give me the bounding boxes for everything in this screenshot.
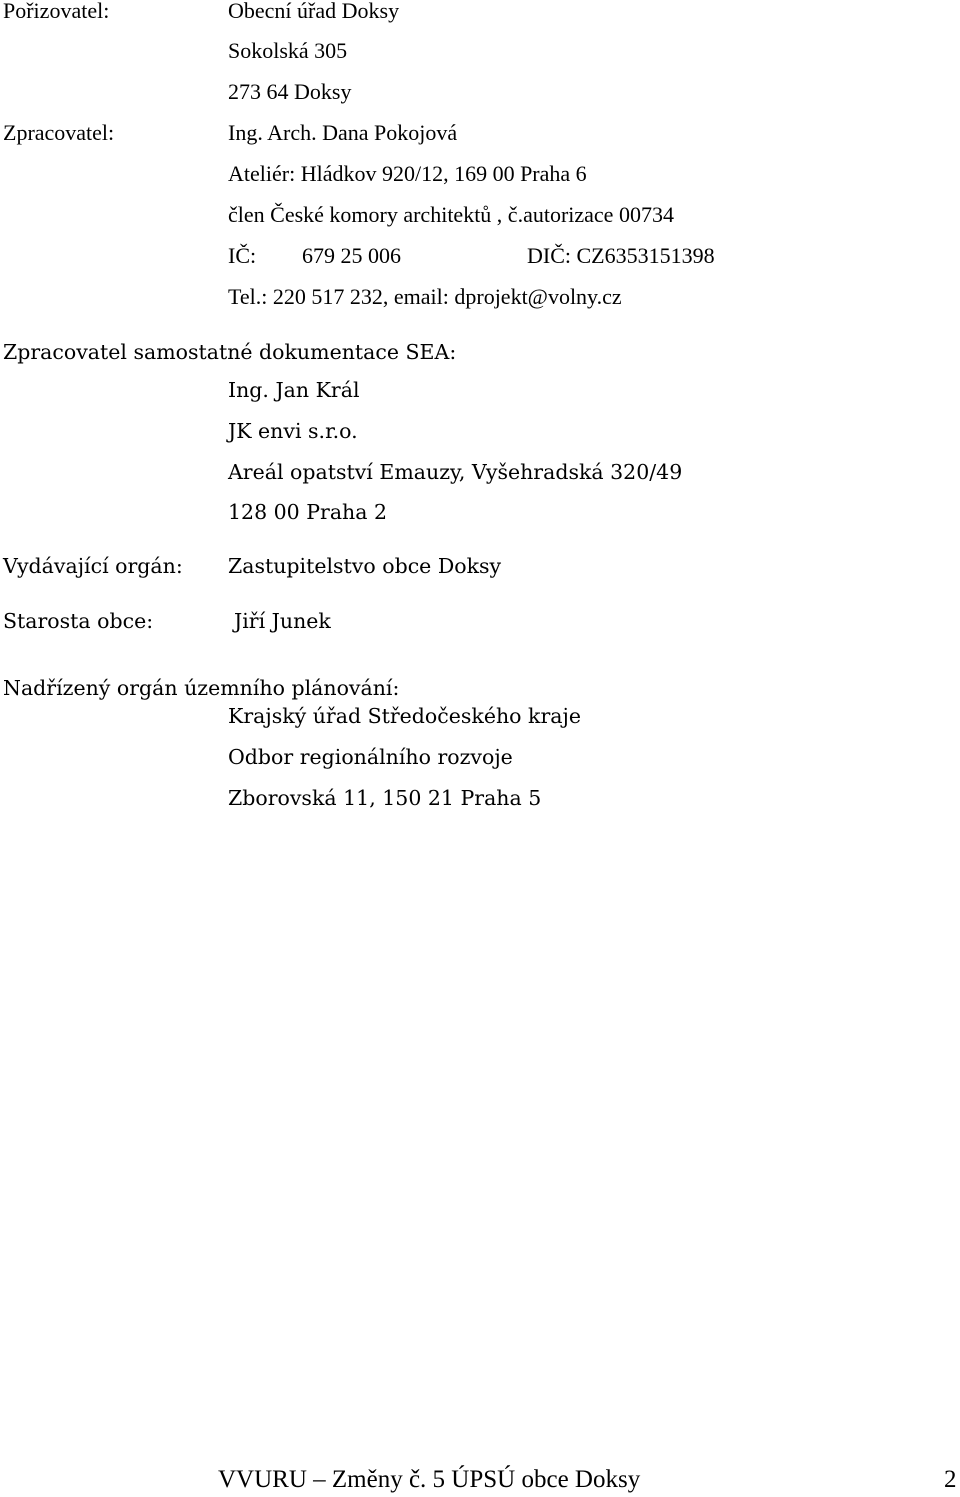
- porizovatel-line: Obecní úřad Doksy: [228, 0, 400, 23]
- zpracovatel-ic-label: IČ:: [228, 243, 257, 268]
- zpracovatel-label: Zpracovatel:: [3, 120, 115, 145]
- starosta-value: Jiří Junek: [234, 609, 331, 633]
- nadrizeny-line: Zborovská 11, 150 21 Praha 5: [228, 786, 542, 810]
- vydavajici-label: Vydávající orgán:: [3, 554, 183, 578]
- vydavajici-value: Zastupitelstvo obce Doksy: [228, 554, 502, 578]
- sea-line: Ing. Jan Král: [228, 378, 360, 402]
- footer-page-number: 2: [944, 1466, 957, 1493]
- footer-title: VVURU – Změny č. 5 ÚPSÚ obce Doksy: [218, 1466, 641, 1493]
- sea-line: JK envi s.r.o.: [228, 419, 358, 443]
- starosta-label: Starosta obce:: [3, 609, 154, 633]
- sea-line: Areál opatství Emauzy, Vyšehradská 320/49: [228, 460, 683, 484]
- sea-line: 128 00 Praha 2: [228, 500, 388, 524]
- zpracovatel-dic: DIČ: CZ6353151398: [527, 243, 715, 268]
- nadrizeny-line: Krajský úřad Středočeského kraje: [228, 704, 581, 728]
- porizovatel-label: Pořizovatel:: [3, 0, 110, 23]
- zpracovatel-atelier: Ateliér: Hládkov 920/12, 169 00 Praha 6: [228, 161, 587, 186]
- porizovatel-line: 273 64 Doksy: [228, 79, 352, 104]
- nadrizeny-line: Odbor regionálního rozvoje: [228, 745, 513, 769]
- zpracovatel-ic-value: 679 25 006: [302, 243, 401, 268]
- porizovatel-line: Sokolská 305: [228, 38, 348, 63]
- zpracovatel-name: Ing. Arch. Dana Pokojová: [228, 120, 458, 145]
- zpracovatel-komora: člen České komory architektů , č.autorizace 00734: [228, 202, 674, 227]
- zpracovatel-contact: Tel.: 220 517 232, email: dprojekt@volny.cz: [228, 284, 622, 309]
- nadrizeny-label: Nadřízený orgán územního plánování:: [3, 676, 400, 700]
- sea-label: Zpracovatel samostatné dokumentace SEA:: [3, 340, 457, 364]
